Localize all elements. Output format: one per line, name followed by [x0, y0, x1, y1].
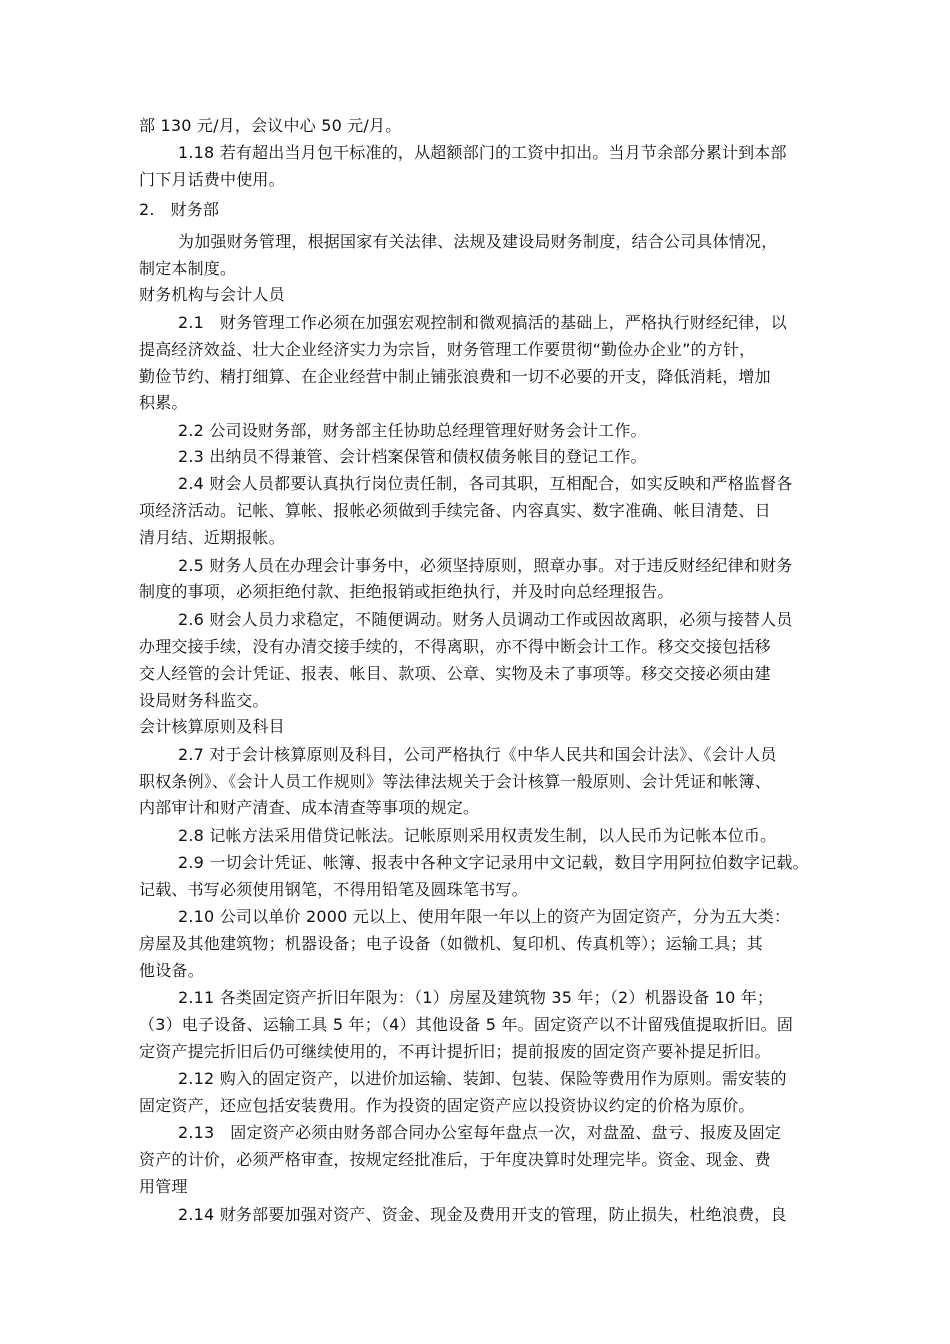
text-line: 2.7 对于会计核算原则及科目，公司严格执行《中华人民共和国会计法》、《会计人员 — [178, 745, 777, 764]
text-line: 制度的事项，必须拒绝付款、拒绝报销或拒绝执行，并及时向总经理报告。 — [139, 582, 674, 601]
text-line: 2.12 购入的固定资产，以进价加运输、装卸、包装、保险等费用作为原则。需安装的 — [178, 1069, 787, 1088]
text-line: 交人经管的会计凭证、报表、帐目、款项、公章、实物及未了事项等。移交交接必须由建 — [139, 664, 771, 683]
text-line: 内部审计和财产清查、成本清查等事项的规定。 — [139, 798, 480, 817]
text-line: 用管理 — [139, 1177, 188, 1196]
text-line: 2.14 财务部要加强对资产、资金、现金及费用开支的管理，防止损失，杜绝浪费，良 — [178, 1205, 787, 1224]
text-line: 2.1 财务管理工作必须在加强宏观控制和微观搞活的基础上，严格执行财经纪律，以 — [178, 313, 787, 332]
text-line: 定资产提完折旧后仍可继续使用的，不再计提折旧；提前报废的固定资产要补提足折旧。 — [139, 1042, 771, 1061]
text-line: 为加强财务管理，根据国家有关法律、法规及建设局财务制度，结合公司具体情况， — [178, 232, 778, 251]
text-line: 设局财务科监交。 — [139, 691, 269, 710]
text-line: 2.11 各类固定资产折旧年限为：（1）房屋及建筑物 35 年；（2）机器设备 10 年； — [178, 988, 774, 1007]
text-line: 2.13 固定资产必须由财务部合同办公室每年盘点一次，对盘盈、盘亏、报废及固定 — [178, 1123, 782, 1142]
text-line: 记载、书写必须使用钢笔，不得用铅笔及圆珠笔书写。 — [139, 880, 528, 899]
text-line: 制定本制度。 — [139, 259, 237, 278]
text-line: 1.18 若有超出当月包干标准的，从超额部门的工资中扣出。当月节余部分累计到本部 — [178, 143, 787, 162]
text-line: 2.5 财务人员在办理会计事务中，必须坚持原则，照章办事。对于违反财经纪律和财务 — [178, 556, 793, 575]
text-line: 2.8 记帐方法采用借贷记帐法。记帐原则采用权责发生制，以人民币为记帐本位币。 — [178, 826, 777, 845]
subsection-heading: 财务机构与会计人员 — [139, 285, 285, 304]
text-line: 2.10 公司以单价 2000 元以上、使用年限一年以上的资产为固定资产，分为五大类： — [178, 907, 791, 926]
text-line: 2.2 公司设财务部，财务部主任协助总经理管理好财务会计工作。 — [178, 421, 647, 440]
text-line: 积累。 — [139, 393, 188, 412]
text-line: 资产的计价，必须严格审查，按规定经批准后，于年度决算时处理完毕。资金、现金、费 — [139, 1150, 771, 1169]
text-line: 项经济活动。记帐、算帐、报帐必须做到手续完备、内容真实、数字准确、帐目清楚、日 — [139, 501, 771, 520]
text-line: 部 130 元/月，会议中心 50 元/月。 — [139, 116, 402, 135]
subsection-heading: 会计核算原则及科目 — [139, 717, 285, 736]
text-line: 2.4 财会人员都要认真执行岗位责任制，各司其职，互相配合，如实反映和严格监督各 — [178, 474, 793, 493]
text-line: 职权条例》、《会计人员工作规则》等法律法规关于会计核算一般原则、会计凭证和帐簿、 — [139, 772, 772, 791]
text-line: 勤俭节约、精打细算、在企业经营中制止铺张浪费和一切不必要的开支，降低消耗，增加 — [139, 367, 771, 386]
text-line: 2.9 一切会计凭证、帐簿、报表中各种文字记录用中文记载，数目字用阿拉伯数字记载。 — [178, 853, 809, 872]
text-line: 门下月话费中使用。 — [139, 170, 285, 189]
text-line: 2.3 出纳员不得兼管、会计档案保管和债权债务帐目的登记工作。 — [178, 447, 647, 466]
text-line: 他设备。 — [139, 961, 204, 980]
text-line: （3）电子设备、运输工具 5 年；（4）其他设备 5 年。固定资产以不计留残值提取折旧。固 — [139, 1015, 794, 1034]
text-line: 2.6 财会人员力求稳定，不随便调动。财务人员调动工作或因故离职，必须与接替人员 — [178, 610, 793, 629]
text-line: 清月结、近期报帐。 — [139, 528, 285, 547]
text-line: 房屋及其他建筑物；机器设备；电子设备（如微机、复印机、传真机等）；运输工具；其 — [139, 934, 763, 953]
text-line: 办理交接手续，没有办清交接手续的，不得离职，亦不得中断会计工作。移交交接包括移 — [139, 637, 771, 656]
text-line: 固定资产，还应包括安装费用。作为投资的固定资产应以投资协议约定的价格为原价。 — [139, 1096, 755, 1115]
section-heading: 2. 财务部 — [139, 200, 220, 219]
text-line: 提高经济效益、壮大企业经济实力为宗旨，财务管理工作要贯彻“勤俭办企业”的方针， — [139, 340, 756, 359]
